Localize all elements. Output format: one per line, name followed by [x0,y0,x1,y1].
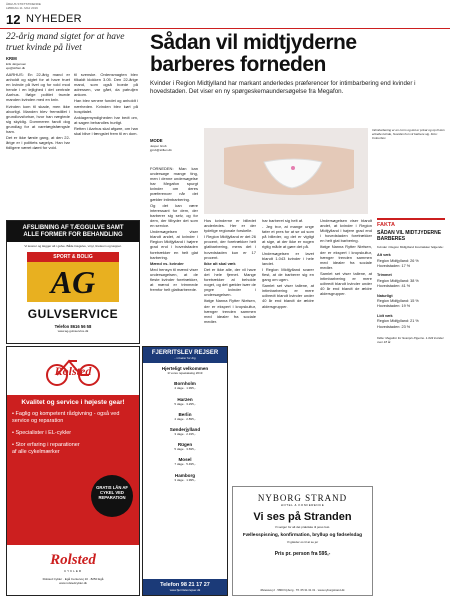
left-article-tag: KRIM [6,56,17,61]
paragraph: Ifølge Nanna Rytter Nielsen, der er ekspert i kropskultur, hænger trenden sammen med idealer fra sociale medier. [204,298,256,324]
main-byline [150,144,172,152]
rolsted-logo-text: Rolsted [54,364,92,378]
brand-bar: SPORT & BOLIG [27,252,119,262]
group-line: Hovedstaden: 41 % [377,284,411,289]
ad-title: FJERRITSLEV REJSER [151,350,219,356]
author-email[interactable]: jgrub@stiften.dk [150,148,172,153]
section-title: NYHEDER [26,13,82,25]
paragraph: Samlet set viser tallene, at intimbarbering er mere udbredt blandt kvinder under 40 år end blandt de ældre aldersgrupper. [320,270,372,297]
fakta-source: Kilde: Megafon for Scanpix Pigerne. 1.043 kvinder over 18 år. [377,336,444,345]
group-heading: Alt væk [377,253,391,258]
website-link[interactable]: www.ag-gulvservice.dk [57,329,89,334]
subheading: Mænd vs. kvinder [150,260,184,266]
group-line: Region Midtjylland: 15 % [377,299,419,304]
left-article-col1 [6,72,70,151]
hotel-name: NYBORG STRAND [257,493,348,503]
ad-line: Vi sørger for alt det praktiske til jeres fest. [274,525,331,530]
main-col-2 [204,218,256,325]
issue-date: LØRDAG 11. MAJ 2019 [6,6,38,10]
main-tag: MODE [150,138,163,143]
nyborg-logo [233,493,372,507]
rolsted-logo-area [7,347,139,395]
fakta-group [377,253,445,269]
rolsted-address: Rolsted Cykler · Egå Centervej 10 · 8250 Egå [42,577,104,582]
trip-item[interactable]: Bornholm 4 dage · 1.995,- [174,381,196,391]
website-link[interactable]: www.fjerritslevrejser.dk [169,587,201,592]
page-number: 12 [6,12,21,27]
group-heading: Trimmet [377,273,392,278]
paragraph: Undersøgelsen viser blandt andet, at kvinder i Region Midtjylland i højere grad end i hovedstaden foretrækker en helt glat barbering. [150,229,198,260]
paragraph: Kvinden kom til skade, men ikke alvorligt. Manden blev fremstillet i grundlovsforhør, hvor han nægtede sig skyldig. Dommeren fandt dog grundlag for at varetægtsfængsle ham. [6,103,70,135]
masthead-meta [6,2,41,10]
ad-subtitle: - vi kører for dig [174,356,196,360]
headline-line-2: barberes forneden [150,53,326,76]
fakta-box [377,218,445,596]
trip-item[interactable]: Hjerteligt velkommen til vores rejsekatalog 2019 [161,366,209,376]
hotel-sub: HOTEL & KONFERENCE [280,503,325,507]
paragraph: Hos kvinderne er billedet anderledes. Her er der tydelige regionale forskelle. [204,218,256,234]
trip-item[interactable]: Harzen 5 dage · 3.295,- [174,396,196,406]
fjerritslev-footer [143,579,227,595]
paper-name: ÅRHUS STIFTSTIDENDE [6,2,41,6]
ag-logo [27,262,119,302]
fakta-group [377,314,445,330]
rolsted-ad[interactable] [6,346,140,596]
fakta-group [377,294,445,310]
paragraph: FORNEDEN: Man kan undersøge mange ting, men i denne undersøgelse har Megafon spurgt kvinder om deres præferencer når det gælder intimbarbering. [150,166,198,202]
paragraph: Undersøgelsen er lavet blandt 1.043 kvinder i hele landet. [262,250,314,266]
paragraph: I Region Midtjylland svarer flest, at de barberer sig en gang om ugen. [262,266,314,283]
trip-item[interactable]: Rügen 5 dage · 3.695,- [174,442,196,452]
left-article-author [6,62,26,70]
trip-item[interactable]: Berlin 4 dage · 2.895,- [174,411,196,421]
paragraph: Samlet set viser tallene, at intimbarbering er mere udbredt blandt kvinder under 40 år end blandt de ældre aldersgrupper. [262,283,314,309]
group-line: Hovedstaden: 23 % [377,324,411,329]
bike-icon [43,355,103,387]
ad-subtext: Vi leverer og lægger alt i gulve. Både trægulve, vinyl, linoleum og tæpper. [24,244,122,248]
author-name: Erik Jørgensen [6,62,27,66]
ad-header [7,221,139,242]
trip-item[interactable]: Mosel 7 dage · 5.495,- [174,457,196,467]
fjerritslev-header [143,347,227,363]
main-col-1 [150,166,198,293]
fakta-group [377,273,445,289]
paragraph: Han blev senere fundet og anholdt i nærheden. Kvinden blev kørt på hospitalet. [74,98,138,114]
main-lead: Kvinder i Region Midtjylland har markant anderledes præferencer for intimbarbering end kvinder i hovedstaden. Det viser en ny spørgeskemaundersøgelse fra Megafon. [150,80,416,95]
fakta-label: FAKTA [377,222,395,228]
paragraph: AARHUS: En 22-årig mand er anholdt og sigtet for at have truet en kvinde på livet og for vold mod hende i en lejlighed i det centrale Aarhus. Ifølge politiet truede manden kvinden med en kniv. [6,72,70,103]
group-heading: Naturligt [377,293,393,298]
nyborg-strand-ad[interactable] [232,486,373,596]
ad-line: Vi glæder os til at se jer [286,540,319,545]
subheading: Ikke alt skal væk [204,260,236,266]
bottom-logo-text: Rolsted [50,552,96,568]
rolsted-bottom-logo [7,545,139,573]
fakta-title: SÅDAN VIL MIDTJYDERNE BARBERES [377,230,442,242]
group-line: Region Midtjylland: 26 % [377,258,419,263]
company-name: GULVSERVICE [27,307,119,322]
group-line: Region Midtjylland: 21 % [377,319,419,324]
paragraph: Og det kan være interessant for dem, der barberer sig selv, og for dem, der tilbyder det som en service. [150,202,198,229]
masthead-rule [0,28,450,29]
group-line: Hovedstaden: 19 % [377,304,411,309]
rolsted-website[interactable]: www.rolstedcykler.dk [59,581,87,586]
main-col-3 [262,218,314,310]
paragraph: Anklagemyndigheden har bedt om, at sagen behandles hurtigt. [74,114,138,125]
paragraph: I Region Midtjylland er det 26 procent, der foretrækker helt glatbarbering, mens det i hovedstaden kun er 17 procent. [204,234,256,260]
paragraph: Ifølge Nanna Rytter Nielsen, der er ekspert i kropskultur, hænger trenden sammen med idealer fra sociale medier. [320,244,372,270]
main-col-4 [320,218,372,297]
phone-number[interactable]: Telefon 98 21 17 27 [160,581,210,588]
rolsted-red-panel [7,395,139,545]
fakta-intro: Kvinder i Region Midtjylland foretrækker følgende: [377,245,444,249]
paragraph: Undersøgelsen viser blandt andet, at kvinder i Region Midtjylland i højere grad end i hovedstaden foretrækker en helt glat barbering. [320,218,372,244]
fjerritslev-ad[interactable] [142,346,228,596]
group-line: Hovedstaden: 17 % [377,264,411,269]
paragraph: Det er ikke første gang, at den 22-årige er i politiets søgelys. Han har tidligere været dømt for vold. [6,135,70,151]
paragraph: har barberet sig helt af. [262,218,304,223]
trip-list [143,363,227,491]
group-heading: Lidt væk [377,313,393,318]
group-line: Region Midtjylland: 38 % [377,278,419,283]
left-article-col2 [74,72,138,137]
gratis-badge: GRATIS LÅN AF CYKEL VED REPARATION [91,475,133,517]
headline-line-1: Sådan vil midtjyderne [150,31,357,54]
ad-footer[interactable]: Østerøvej 2 · 5800 Nyborg · Tlf. 65 31 31 31 · www.nyborgstrand.dk [260,587,345,592]
paragraph: Med hensyn til mænd viser undersøgelsen, at de fleste kvinder foretrækker, at mænd er trimmede fremfor helt glatbarberede. [150,266,198,293]
photo-caption: Intimbarbering er en norm og det er privat og op til den enkelte kvinde, hvordan hun vil barbere sig. Foto: Colourbox [372,128,445,141]
paragraph: Retten i Aarhus skal afgøre, om han skal blive i fængslet frem til en dom. [74,125,138,137]
ad-headline-2: ALLE FORMER FOR BEHANDLING [23,232,123,238]
main-headline [150,32,446,76]
phone-number[interactable]: Telefon 8616 56 58 [54,324,92,330]
trip-item[interactable]: Sønderjylland 3 dage · 2.195,- [169,427,201,437]
author-email[interactable]: ejo@stiften.dk [6,66,26,71]
bullet-item: • Faglig og kompetent rådgivning - også ved service og reparation [12,411,120,424]
ad-headline: Vi ses på Stranden [253,511,352,524]
tagline: Kvalitet og service i højeste gear! [21,399,125,406]
trip-item[interactable]: Hamborg 3 dage · 1.995,- [174,472,196,482]
left-article-headline: 22-årig mand sigtet for at have truet kvinde på livet [6,32,125,53]
ag-gulvservice-ad[interactable] [6,220,140,344]
main-photo [204,128,368,214]
ad-line: Fællesspisning, konfirmation, bryllup og fødselsdag [242,533,363,539]
price-label: Pris pr. person fra 595,- [274,550,331,557]
ad-headline-1: AFSLIBNING AF TÆGGULVE SAMT [22,225,124,231]
author-name: Jesper Grub [150,144,167,148]
paragraph: Det er ikke alle, der vil have det hele fjernet. Mange foretrækker at beholde noget, og det gælder især de yngre kvinder i undersøgelsen. [204,266,256,298]
bullet-item: • Stor erfaring i reparationer af alle cykelmærker [12,442,80,455]
logo-text: AG [50,263,96,300]
paragraph: til svenske. Ordensmagten blev tilkaldt klokken 3.05. Den 22-årige mand, som også boede på adressen, var gået, da patruljen ankom. [74,72,138,98]
paragraph: - Jeg tror, at mange unge føler et pres for at se ud som på billeder, og det er vigtigt at sige, at der ikke er nogen rigtig måde at gøre det på. [262,224,314,250]
bullet-item: • Specialister i EL-cykler [12,430,72,436]
bottom-logo-sub: CYKLER [63,569,82,573]
